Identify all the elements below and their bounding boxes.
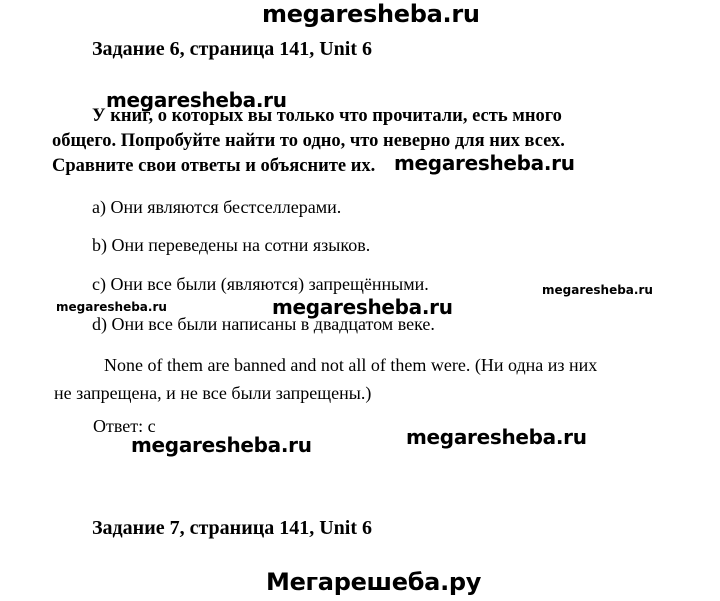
- task6-instruction-line-1: У книг, о которых вы только что прочитали, есть много: [92, 106, 562, 126]
- watermark-top: megaresheba.ru: [262, 0, 480, 28]
- task6-option-c: c) Они все были (являются) запрещёнными.: [92, 274, 429, 294]
- watermark-lower-right: megaresheba.ru: [406, 425, 587, 449]
- task6-explanation-line-2: не запрещена, и не все были запрещены.): [54, 383, 372, 403]
- task6-explanation-line-1: None of them are banned and not all of them were. (Ни одна из них: [104, 355, 598, 375]
- task6-option-d: d) Они все были написаны в двадцатом веке.: [92, 314, 435, 334]
- watermark-lower-left: megaresheba.ru: [131, 433, 312, 457]
- task6-option-a: a) Они являются бестселлерами.: [92, 197, 342, 217]
- task6-option-b: b) Они переведены на сотни языков.: [92, 235, 371, 255]
- task6-instruction-line-2: общего. Попробуйте найти то одно, что неверно для них всех.: [52, 131, 565, 151]
- task6-instruction-line-3: Сравните свои ответы и объясните их.: [52, 156, 376, 176]
- task6-heading: Задание 6, страница 141, Unit 6: [92, 38, 373, 60]
- task6-answer: Ответ: с: [93, 416, 156, 436]
- watermark-center: megaresheba.ru: [272, 295, 453, 319]
- watermark-small-left: megaresheba.ru: [56, 300, 167, 314]
- task7-heading: Задание 7, страница 141, Unit 6: [92, 517, 373, 539]
- watermark-mid-right: megaresheba.ru: [394, 151, 575, 175]
- watermark-footer: Мегарешеба.ру: [266, 568, 482, 596]
- watermark-mid-left: megaresheba.ru: [106, 88, 287, 112]
- watermark-small-right: megaresheba.ru: [542, 283, 653, 297]
